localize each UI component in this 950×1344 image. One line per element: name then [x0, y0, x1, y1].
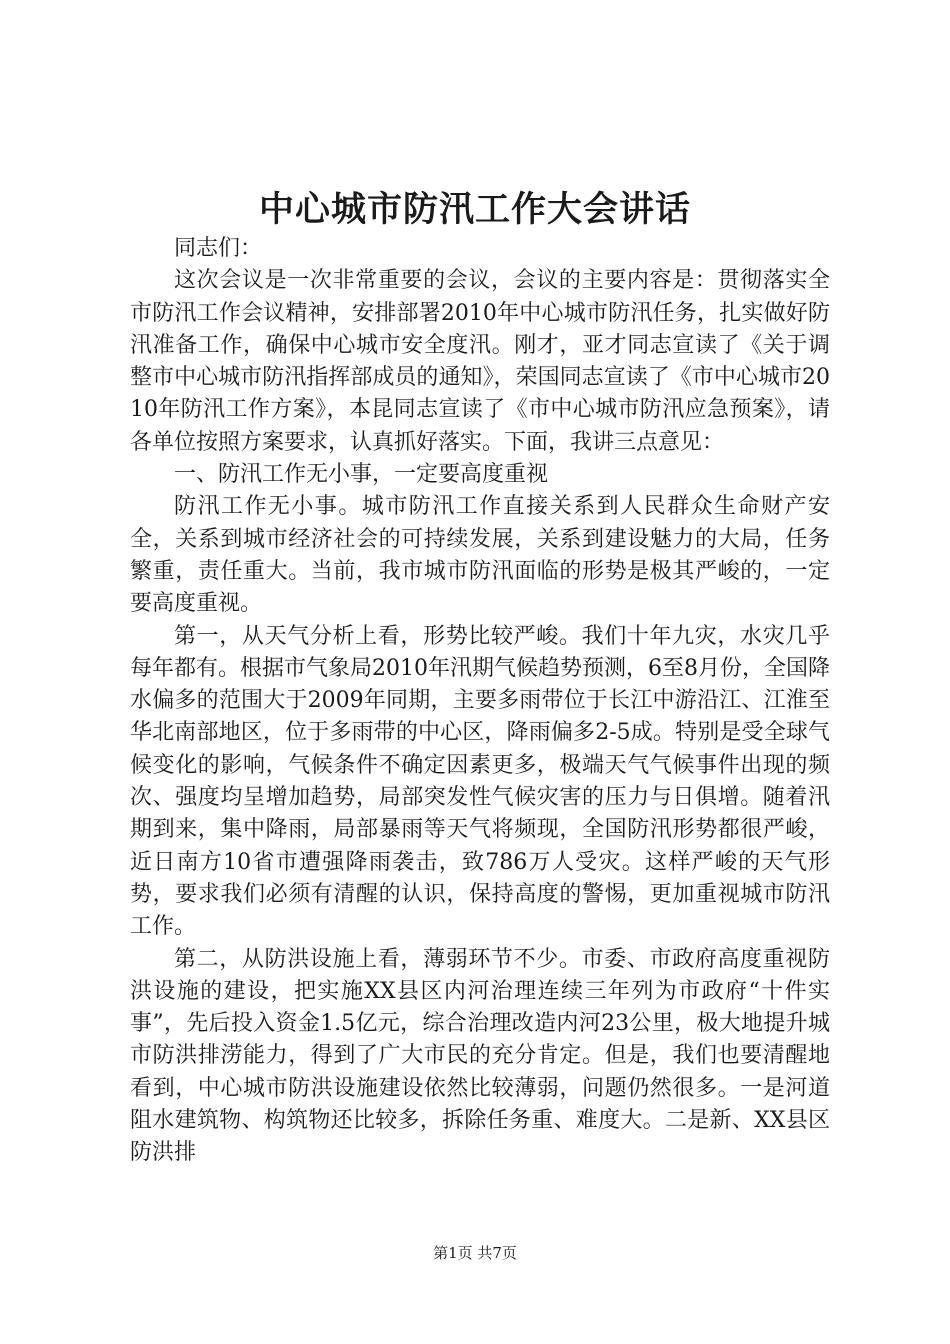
salutation-paragraph: 同志们： [174, 236, 263, 261]
body-paragraph: 第一，从天气分析上看，形势比较严峻。我们十年九灾，水灾几乎每年都有。根据市气象局2010年汛期气候趋势预测，6至8月份，全国降水偏多的范围大于2009年同期，主要多雨带位于长江中游沿江、江淮至华北南部地区，位于多雨带的中心区，降雨偏多2-5成。特别是受全球气候变化的影响，气候条件不确定因素更多，极端天气气候事件出现的频次、强度均呈增加趋势，局部突发性气候灾害的压力与日俱增。随着汛期到来，集中降雨，局部暴雨等天气将频现，全国防汛形势都很严峻，近日南方10省市遭强降雨袭击，致786万人受灾。这样严峻的天气形势，要求我们必须有清醒的认识，保持高度的警惕，更加重视城市防汛工作。 [130, 623, 830, 940]
document-title: 中心城市防汛工作大会讲话 [258, 189, 691, 230]
page-number: 第1页 共7页 [433, 1244, 517, 1262]
document-body [130, 233, 830, 1170]
section-heading: 一、防汛工作无小事，一定要高度重视 [174, 462, 549, 488]
body-paragraph: 第二，从防洪设施上看，薄弱环节不少。市委、市政府高度重视防洪设施的建设，把实施XX县区内河治理连续三年列为市政府“十件实事”，先后投入资金1.5亿元，综合治理改造内河23公里，极大地提升城市防洪排涝能力，得到了广大市民的充分肯定。但是，我们也要清醒地看到，中心城市防洪设施建设依然比较薄弱，问题仍然很多。一是河道阻水建筑物、构筑物还比较多，拆除任务重、难度大。二是新、XX县区防洪排 [130, 946, 830, 1166]
body-paragraph: 这次会议是一次非常重要的会议，会议的主要内容是：贯彻落实全市防汛工作会议精神，安排部署2010年中心城市防汛任务，扎实做好防汛准备工作，确保中心城市安全度汛。刚才，亚才同志宣读了《关于调整市中心城市防汛指挥部成员的通知》，荣国同志宣读了《市中心城市2010年防汛工作方案》，本昆同志宣读了《市中心城市防汛应急预案》，请各单位按照方案要求，认真抓好落实。下面，我讲三点意见： [130, 268, 830, 455]
body-paragraph: 防汛工作无小事。城市防汛工作直接关系到人民群众生命财产安全，关系到城市经济社会的可持续发展，关系到建设魅力的大局，任务繁重，责任重大。当前，我市城市防汛面临的形势是极其严峻的，一定要高度重视。 [130, 494, 830, 617]
